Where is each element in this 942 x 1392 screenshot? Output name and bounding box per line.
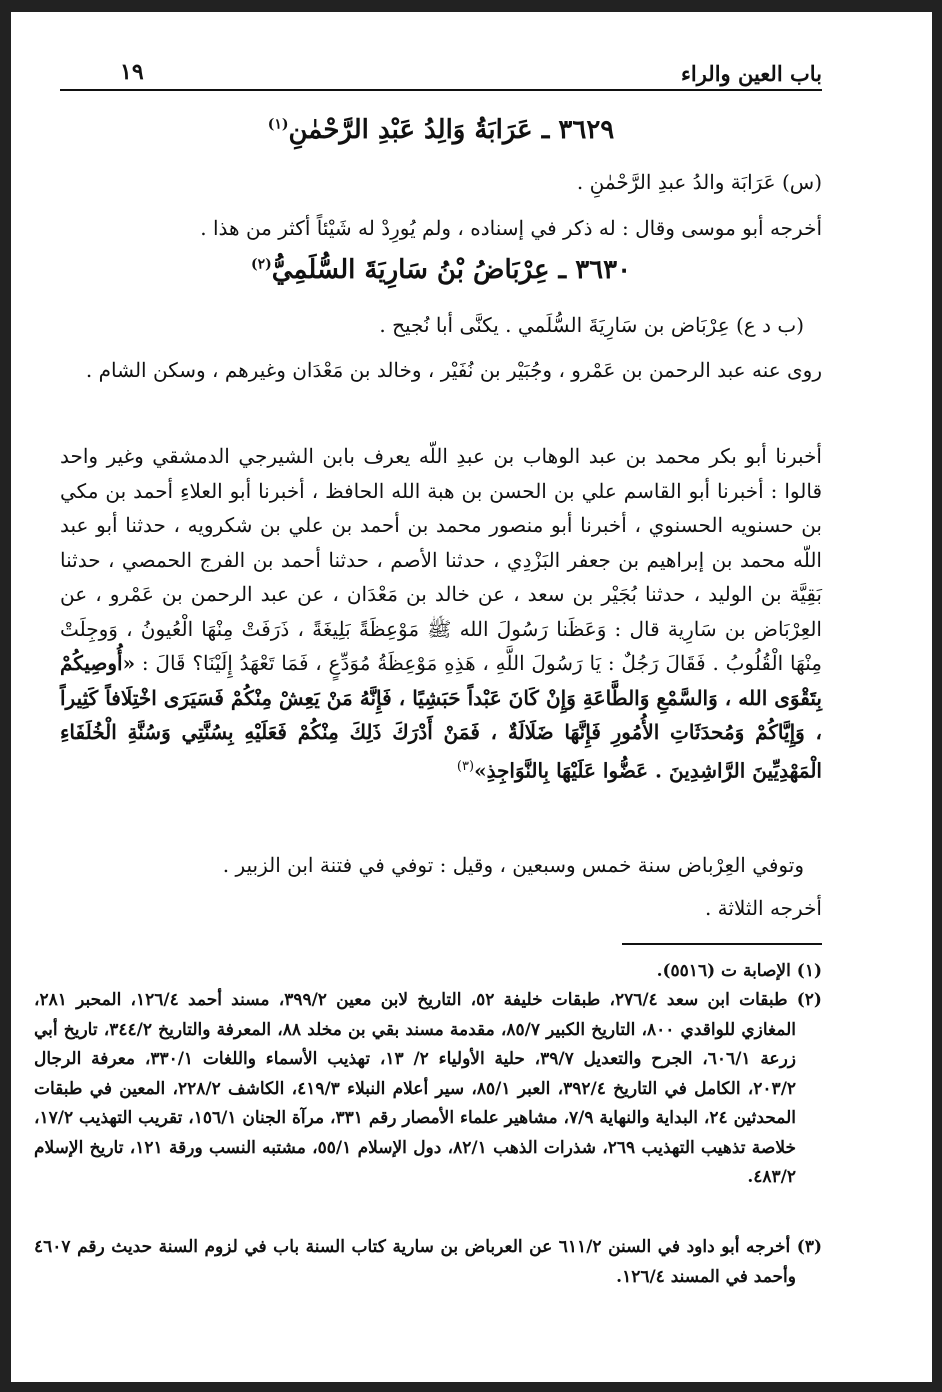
footnote-separator (622, 943, 822, 945)
running-header (60, 55, 822, 91)
page-number: ١٩ (120, 59, 144, 85)
entry-heading-3629 (60, 115, 822, 145)
entry-note: أخرجه أبو موسى وقال : له ذكر في إسناده ، ولم يُورِدْ له شَيْئاً أكثر من هذا . (200, 216, 822, 240)
footnote-ref: (٢) (250, 256, 272, 273)
entry-intro: (ب د ع) عِرْبَاض بن سَارِيَةَ السُّلَمي . يكنَّى أبا نُجيح . (379, 313, 804, 337)
entry-intro: (س) عَرَابَة والدُ عبدِ الرَّحْمٰنِ . (576, 170, 822, 194)
matn-text: وَعَظَنا رَسُولَ الله ﷺ مَوْعِظَةً بَلِيغَةً ، ذَرَفَتْ مِنْهَا الْعُيونُ ، وَوجِلَتْ مِنْهَا الْقُلُوبُ . فَقَالَ رَجُلٌ : يَا رَسُولَ اللَّهِ ، هَذِهِ مَوْعِظَةُ مُوَدِّعٍ ، فَمَا تَعْهَدُ إِلَيْنَا؟ قَالَ : (60, 616, 822, 675)
death-note: وتوفي العِرْباض سنة خمس وسبعين ، وقيل : توفي في فتنة ابن الزبير . (222, 853, 804, 877)
header-rule (60, 89, 822, 91)
footnote-ref: (٣) (456, 758, 475, 774)
hadith-text: «أُوصِيكُمْ بِتَقْوَى الله ، وَالسَّمْعِ وَالطَّاعَةِ وَإِنْ كَانَ عَبْداً حَبَشِيًا ، فَإِنَّهُ مَنْ يَعِشْ مِنْكُمْ فَسَيَرَى اخْتِلَافاً كَثِيراً ، وَإِيَّاكُمْ وَمُحدَثَاتِ الأُمُورِ فَإِنَّهَا ضَلَالَةٌ ، فَمَنْ أَدْرَكَ ذَلِكَ مِنْكُمْ فَعَلَيْهِ بِسُنَّتِي وَسُنَّةِ الْخُلَفَاءِ الْمَهْدِيِّينَ الرَّاشِدِينَ . عَضُّوا عَلَيْهَا بِالنَّوَاجِذِ» (60, 651, 822, 783)
entry-heading-text: ٣٦٢٩ ـ عَرَابَةُ وَالِدُ عَبْدِ الرَّحْمٰنِ (288, 115, 615, 145)
entry-heading-text: ٣٦٣٠ ـ عِرْبَاضُ بْنُ سَارِيَةَ السُّلَمِيُّ (271, 255, 632, 285)
narrators-paragraph: روى عنه عبد الرحمن بن عَمْرو ، وجُبَيْر بن نُفَيْر ، وخالد بن مَعْدَان وغيرهم ، وسكن الشام . (85, 358, 822, 382)
closing-note: أخرجه الثلاثة . (704, 896, 822, 920)
footnote-1: (١) الإصابة ت (٥٥١٦). (656, 961, 822, 981)
isnad-text: أخبرنا أبو بكر محمد بن عبد الوهاب بن عبدِ اللّه يعرف بابن الشيرجي الدمشقي وغير واحد قالوا : أخبرنا أبو القاسم علي بن الحسن بن هبة الله الحافظ ، أخبرنا أبو العلاءِ أحمد بن مكي بن حسنويه الحسنوي ، أخبرنا أبو منصور محمد بن أحمد بن علي بن شكرويه ، حدثنا أبو عبد اللّه محمد بن إبراهيم بن جعفر البَزْدِي ، حدثنا الأصم ، حدثنا أحمد بن الفرج الحمصي ، حدثنا بَقِيَّة بن الوليد ، حدثنا بُجَيْر بن سعد ، عن خالد بن مَعْدَان ، عن عبد الرحمن بن عَمْرو ، عن العِرْبَاض بن سَارِية قال : (60, 444, 822, 641)
chapter-title: باب العين والراء (681, 61, 822, 86)
footnote-3: (٣) أخرجه أبو داود في السنن ٦١١/٢ عن العرباض بن سارية كتاب السنة باب في لزوم السنة حديث رقم ٤٦٠٧ وأحمد في المسند ١٢٦/٤. (34, 1237, 822, 1287)
entry-heading-3630 (60, 255, 822, 285)
footnote-ref: (١) (267, 116, 289, 133)
footnote-2: (٢) طبقات ابن سعد ٢٧٦/٤، طبقات خليفة ٥٢، التاريخ لابن معين ٣٩٩/٢، مسند أحمد ١٢٦/٤، المحبر ٢٨١، المغازي للواقدي ٨٠٠، التاريخ الكبير ٨٥/٧، مقدمة مسند بقي بن مخلد ٨٨، المعرفة والتاريخ ٣٤٤/٢، تاريخ أبي زرعة ٦٠٦/١، الجرح والتعديل ٣٩/٧، حلية الأولياء ٢/ ١٣، تهذيب الأسماء واللغات ٣٣٠/١، معرفة الرجال ٢٠٣/٢، الكامل في التاريخ ٣٩٢/٤، العبر ٨٥/١، سير أعلام النبلاء ٤١٩/٣، الكاشف ٢٢٨/٢، المعين في طبقات المحدثين ٢٤، البداية والنهاية ٧/٩، مشاهير علماء الأمصار رقم ٣٣١، مرآة الجنان ١٥٦/١، تقريب التهذيب ١٧/٢، خلاصة تذهيب التهذيب ٢٦٩، شذرات الذهب ٨٢/١، دول الإسلام ٥٥/١، مشتبه النسب ورقة ١٢١، تاريخ الإسلام ٤٨٣/٢. (34, 990, 822, 1187)
isnad-paragraph (60, 439, 822, 788)
